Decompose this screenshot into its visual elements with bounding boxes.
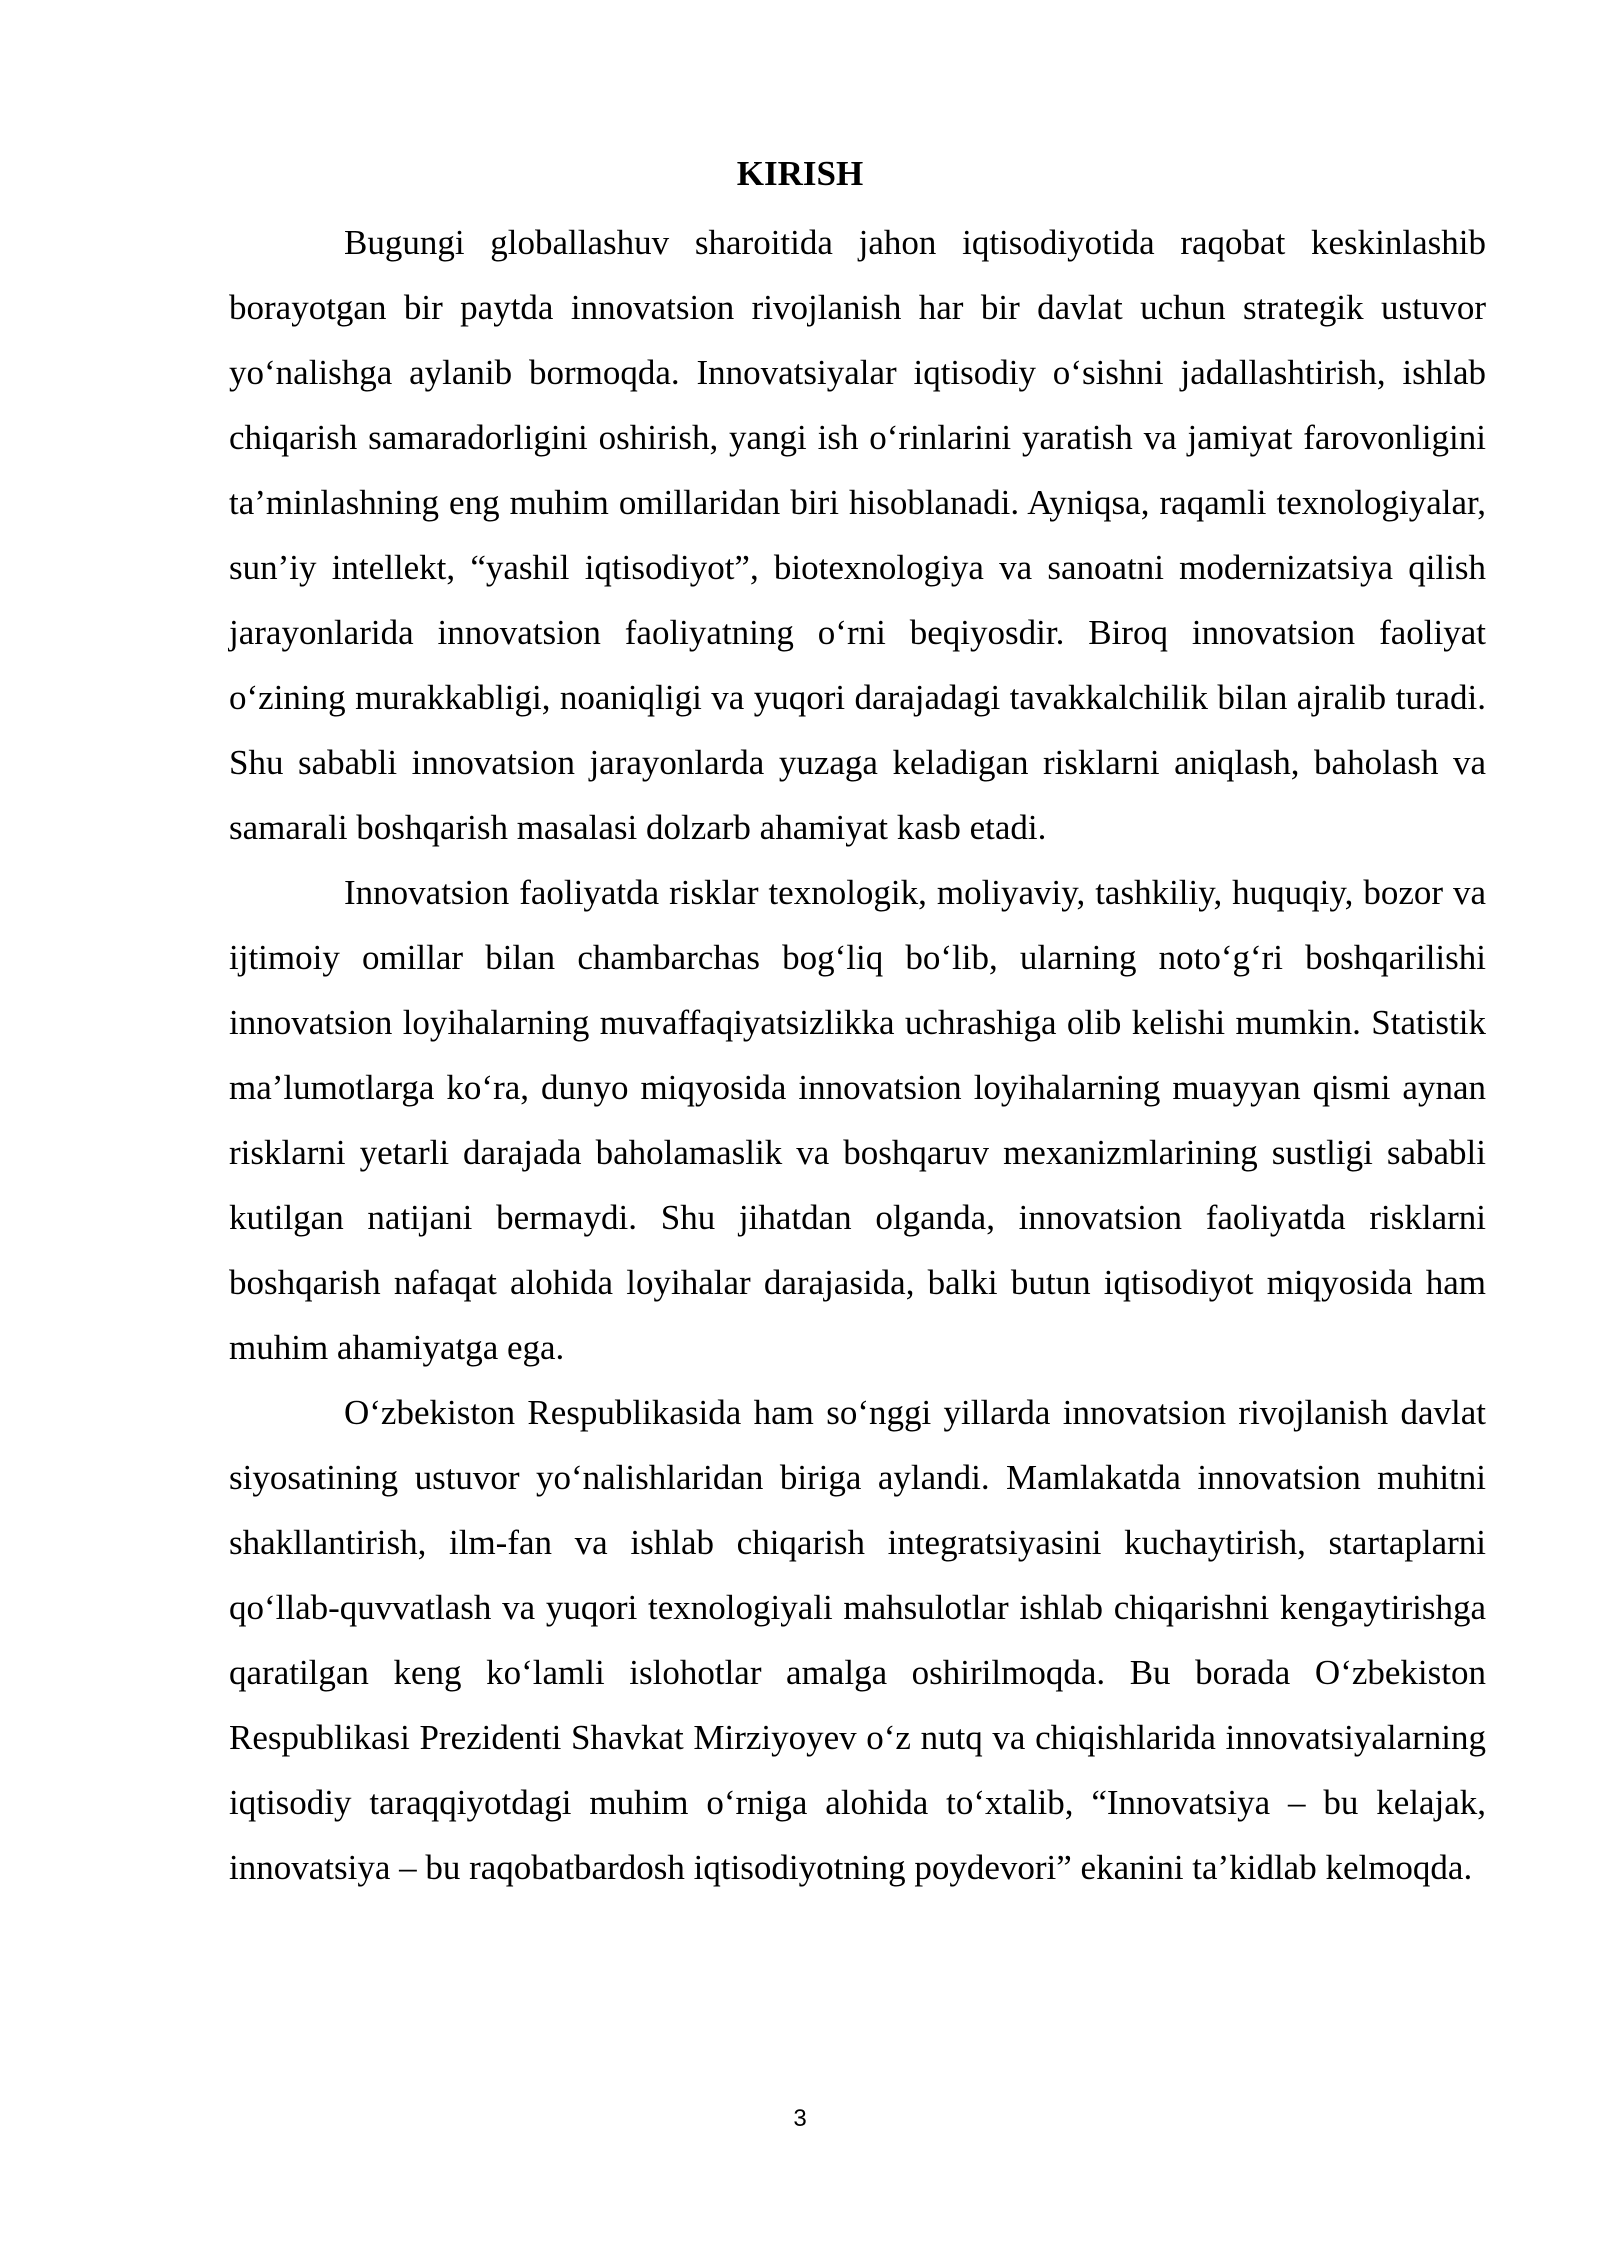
- body-text: [229, 210, 1486, 1900]
- paragraph: O‘zbekiston Respublikasida ham so‘nggi yillarda innovatsion rivojlanish davlat siyosatining ustuvor yo‘nalishlaridan biriga aylandi. Mamlakatda innovatsion muhitni shakllantirish, ilm-fan va ishlab chiqarish integratsiyasini kuchaytirish, startaplarni qo‘llab-quvvatlash va yuqori texnologiyali mahsulotlar ishlab chiqarishni kengaytirishga qaratilgan keng ko‘lamli islohotlar amalga oshirilmoqda. Bu borada O‘zbekiston Respublikasi Prezidenti Shavkat Mirziyoyev o‘z nutq va chiqishlarida innovatsiyalarning iqtisodiy taraqqiyotdagi muhim o‘rniga alohida to‘xtalib, “Innovatsiya – bu kelajak, innovatsiya – bu raqobatbardosh iqtisodiyotning poydevori” ekanini ta’kidlab kelmoqda.: [229, 1393, 1486, 1887]
- paragraph: Bugungi globallashuv sharoitida jahon iqtisodiyotida raqobat keskinlashib borayotgan bir paytda innovatsion rivojlanish har bir davlat uchun strategik ustuvor yo‘nalishga aylanib bormoqda. Innovatsiyalar iqtisodiy o‘sishni jadallashtirish, ishlab chiqarish samaradorligini oshirish, yangi ish o‘rinlarini yaratish va jamiyat farovonligini ta’minlashning eng muhim omillaridan biri hisoblanadi. Ayniqsa, raqamli texnologiyalar, sun’iy intellekt, “yashil iqtisodiyot”, biotexnologiya va sanoatni modernizatsiya qilish jarayonlarida innovatsion faoliyatning o‘rni beqiyosdir. Biroq innovatsion faoliyat o‘zining murakkabligi, noaniqligi va yuqori darajadagi tavakkalchilik bilan ajralib turadi. Shu sababli innovatsion jarayonlarda yuzaga keladigan risklarni aniqlash, baholash va samarali boshqarish masalasi dolzarb ahamiyat kasb etadi.: [229, 223, 1486, 847]
- page-number: 3: [793, 2105, 807, 2132]
- page-title: KIRISH: [736, 154, 864, 193]
- paragraph: Innovatsion faoliyatda risklar texnologik, moliyaviy, tashkiliy, huquqiy, bozor va ijtimoiy omillar bilan chambarchas bog‘liq bo‘lib, ularning noto‘g‘ri boshqarilishi innovatsion loyihalarning muvaffaqiyatsizlikka uchrashiga olib kelishi mumkin. Statistik ma’lumotlarga ko‘ra, dunyo miqyosida innovatsion loyihalarning muayyan qismi aynan risklarni yetarli darajada baholamaslik va boshqaruv mexanizmlarining sustligi sababli kutilgan natijani bermaydi. Shu jihatdan olganda, innovatsion faoliyatda risklarni boshqarish nafaqat alohida loyihalar darajasida, balki butun iqtisodiyot miqyosida ham muhim ahamiyatga ega.: [229, 873, 1486, 1367]
